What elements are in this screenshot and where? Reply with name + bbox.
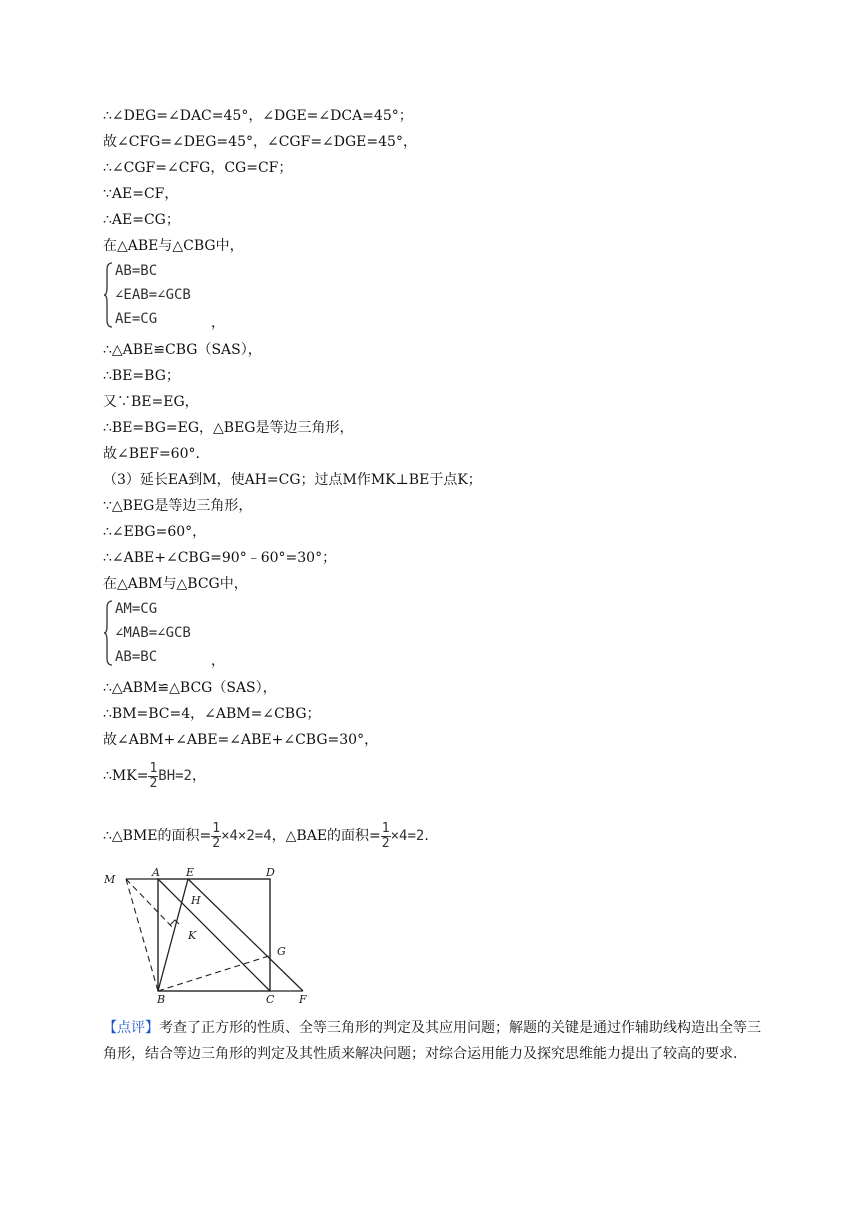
system-row: AM=CG [115, 601, 158, 617]
review-comment [103, 1015, 763, 1067]
equation-system-2 [103, 600, 225, 669]
proof-line: 故∠BEF=60°. [103, 446, 200, 462]
fraction [381, 822, 391, 851]
system-row: AB=BC [115, 263, 158, 279]
diagonal-ac [158, 879, 270, 991]
proof-line: ∴BE=BG=EG，△BEG是等边三角形， [103, 420, 354, 436]
area-bae-expression: ×4=2 [390, 828, 425, 844]
review-text: 考查了正方形的性质、全等三角形的判定及其应用问题；解题的关键是通过作辅助线构造出全等三角形，结合等边三角形的判定及其性质来解决问题；对综合运用能力及探究思维能力提出了较高的要求. [103, 1020, 761, 1062]
proof-line: ∵AE=CF， [103, 186, 179, 202]
proof-line: ∴∠EBG=60°， [103, 524, 207, 540]
area-bme-label: ∴△BME的面积= [103, 828, 212, 844]
label-a: A [152, 866, 160, 879]
label-c: C [266, 993, 275, 1005]
system-row: ∠MAB=∠GCB [115, 625, 191, 641]
system-row: AE=CG [115, 311, 158, 327]
mk-expression: BH=2 [158, 768, 192, 784]
proof-line: ∴BE=BG； [103, 368, 180, 384]
left-brace-icon [103, 262, 113, 328]
label-g: G [277, 945, 286, 958]
fraction-numerator: 1 [212, 820, 221, 836]
fraction [211, 822, 221, 851]
geometry-figure [100, 865, 312, 1005]
proof-line: ∴AE=CG； [103, 212, 180, 228]
segment-be [158, 879, 188, 991]
proof-line: （3）延长EA到M，使AH=CG；过点M作MK⊥BE于点K； [103, 472, 482, 488]
area-equation [103, 820, 429, 852]
proof-line: ∴∠CGF=∠CFG，CG=CF； [103, 160, 293, 176]
fraction-numerator: 1 [381, 820, 390, 836]
proof-line: 故∠ABM+∠ABE=∠ABE+∠CBG=30°， [103, 732, 379, 748]
system-comma: ， [211, 315, 225, 331]
label-b: B [157, 993, 166, 1005]
label-e: E [186, 866, 195, 879]
review-tag: 【点评】 [103, 1020, 159, 1036]
right-angle-mark [170, 920, 179, 925]
label-f: F [299, 993, 307, 1005]
mk-equation [103, 760, 206, 792]
proof-line: ∴△ABM≌△BCG（SAS）， [103, 680, 277, 696]
system-row: AB=BC [115, 649, 158, 665]
segment-bg [158, 955, 272, 991]
proof-line: ∴BM=BC=4，∠ABM=∠CBG； [103, 706, 321, 722]
fraction-denominator: 2 [381, 835, 390, 851]
equation-system-1 [103, 262, 225, 331]
segment-ef [188, 879, 303, 991]
proof-line: ∴△ABE≌CBG（SAS）， [103, 342, 262, 358]
proof-line: 在△ABE与△CBG中， [103, 238, 244, 254]
proof-line: 故∠CFG=∠DEG=45°，∠CGF=∠DGE=45°， [103, 134, 417, 150]
system-row: ∠EAB=∠GCB [115, 287, 191, 303]
area-bae-label: ，△BAE的面积= [271, 828, 381, 844]
proof-line: ∵△BEG是等边三角形， [103, 498, 253, 514]
label-m: M [104, 873, 116, 886]
proof-line: ∴∠DEG=∠DAC=45°，∠DGE=∠DCA=45°； [103, 108, 413, 124]
label-d: D [266, 866, 275, 879]
area-bme-expression: ×4×2=4 [221, 828, 272, 844]
system-comma: ， [211, 653, 225, 669]
fraction-denominator: 2 [149, 775, 158, 791]
area-end: . [424, 828, 429, 844]
fraction-numerator: 1 [149, 760, 158, 776]
mk-suffix: ， [191, 768, 206, 784]
segment-mk [126, 879, 174, 929]
label-k: K [188, 929, 197, 942]
proof-line: 在△ABM与△BCG中， [103, 576, 248, 592]
fraction-denominator: 2 [212, 835, 221, 851]
fraction [148, 762, 158, 791]
proof-line: ∴∠ABE+∠CBG=90°﹣60°=30°； [103, 550, 337, 566]
left-brace-icon [103, 600, 113, 666]
mk-prefix: ∴MK= [103, 768, 149, 784]
label-h: H [191, 894, 201, 907]
proof-line: 又∵BE=EG， [103, 394, 199, 410]
